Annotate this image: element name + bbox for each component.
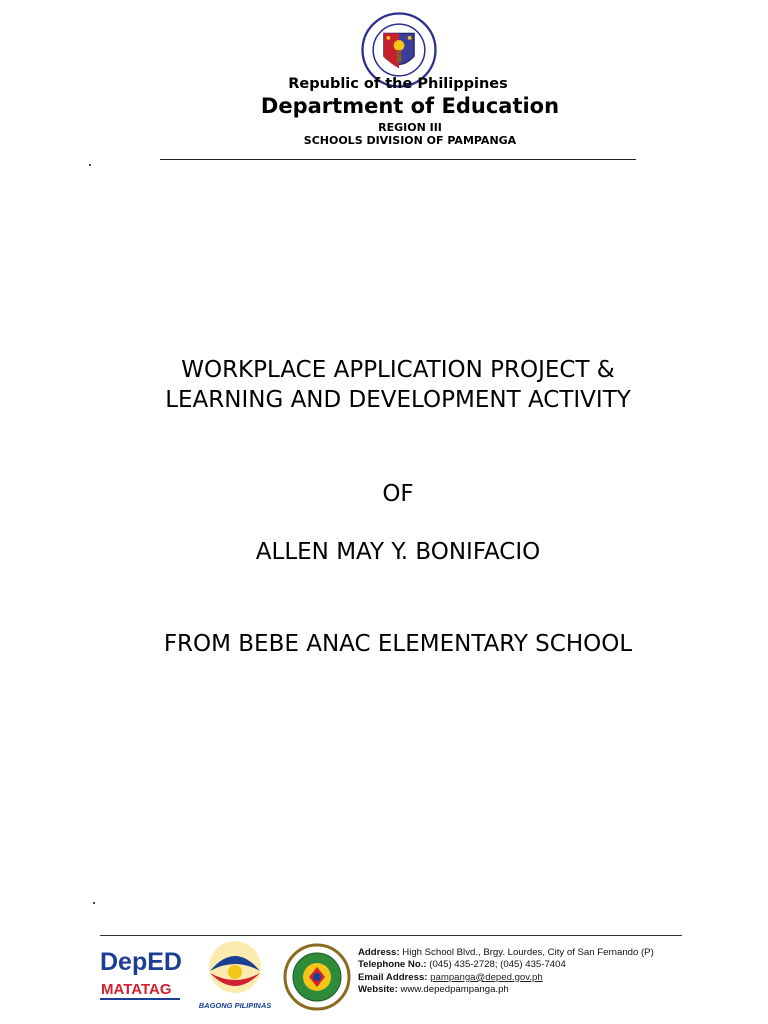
email-label: Email Address: xyxy=(358,971,428,983)
header-divider xyxy=(160,159,636,160)
telephone-label: Telephone No.: xyxy=(358,959,427,971)
author-name: ALLEN MAY Y. BONIFACIO xyxy=(255,539,541,565)
republic-heading: Republic of the Philippines xyxy=(288,76,508,92)
region-heading: REGION III xyxy=(378,121,442,134)
document-title-line-2: LEARNING AND DEVELOPMENT ACTIVITY xyxy=(165,387,631,413)
telephone-value: (045) 435-2728; (045) 435-7404 xyxy=(429,959,566,971)
svg-text:DepED: DepED xyxy=(100,948,182,976)
department-heading: Department of Education xyxy=(260,94,560,118)
margin-mark xyxy=(93,902,95,904)
svg-text:MATATAG: MATATAG xyxy=(101,981,172,998)
school-name: FROM BEBE ANAC ELEMENTARY SCHOOL xyxy=(163,631,633,657)
website-link[interactable]: www.depedpampanga.ph xyxy=(400,984,509,996)
email-link[interactable]: pampanga@deped.gov.ph xyxy=(430,971,543,983)
footer-divider xyxy=(100,935,682,936)
address-value: High School Blvd., Brgy. Lourdes, City of San Fernando (P) xyxy=(402,947,654,958)
deped-matatag-logo xyxy=(100,940,184,1004)
website-label: Website: xyxy=(358,984,398,996)
address-label: Address: xyxy=(358,947,400,958)
margin-mark xyxy=(89,164,91,166)
title-of-label: OF xyxy=(382,481,414,507)
svg-text:BAGONG PILIPINAS: BAGONG PILIPINAS xyxy=(198,1001,272,1010)
bagong-pilipinas-logo xyxy=(198,937,272,1011)
schools-division-seal xyxy=(283,943,351,1011)
division-heading: SCHOOLS DIVISION OF PAMPANGA xyxy=(303,134,517,147)
document-title-line-1: WORKPLACE APPLICATION PROJECT & xyxy=(181,357,615,383)
contact-information xyxy=(358,947,654,997)
